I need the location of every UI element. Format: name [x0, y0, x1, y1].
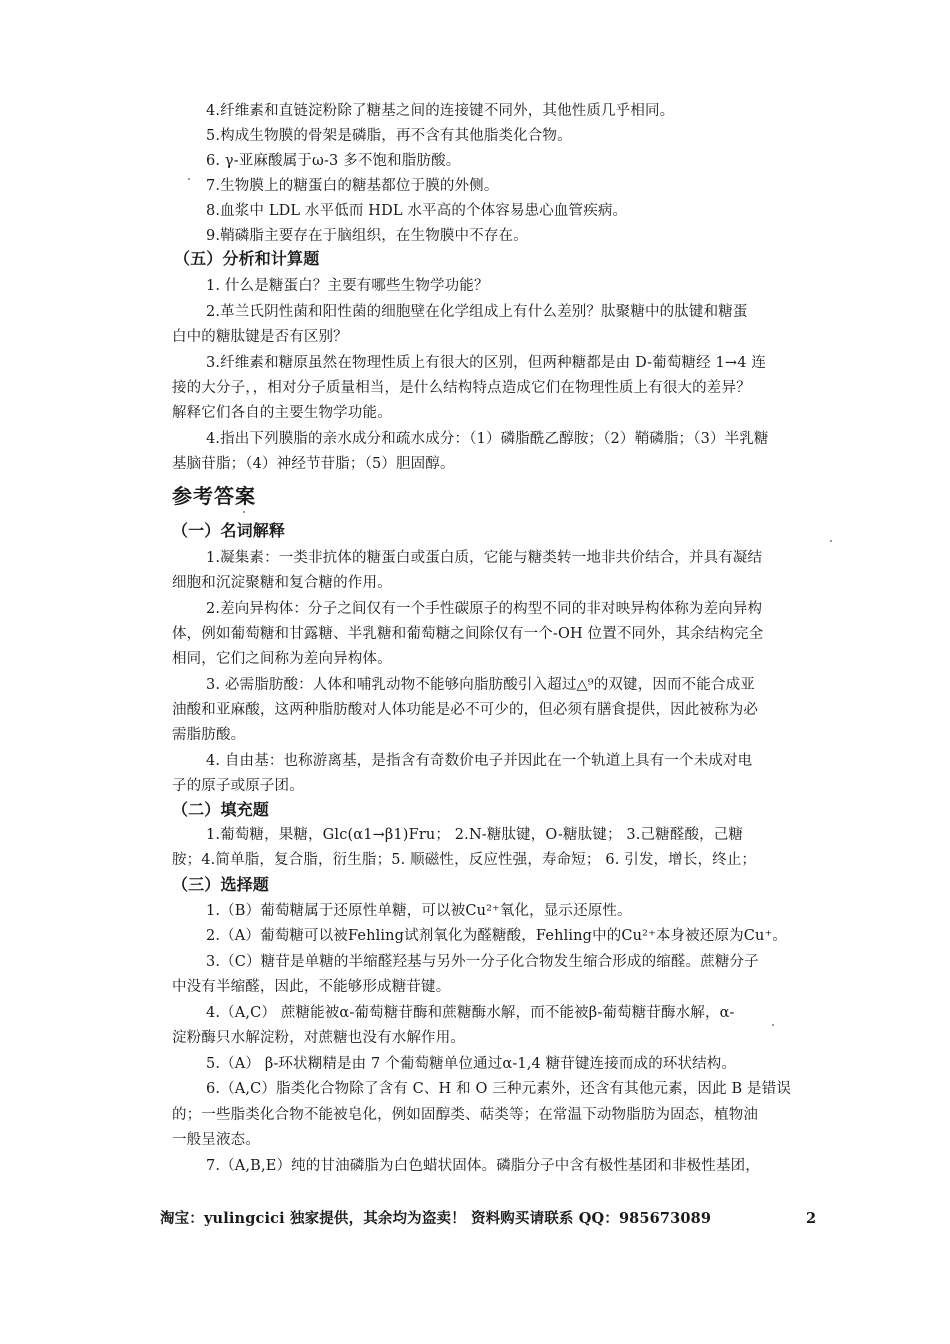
section1-line: 细胞和沉淀聚糖和复合糖的作用。 — [172, 575, 392, 591]
section3-line: 的；一些脂类化合物不能被皂化，例如固醇类、萜类等；在常温下动物脂肪为固态，植物油 — [172, 1107, 758, 1123]
judgment-item-8: 8.血浆中 LDL 水平低而 HDL 水平高的个体容易患心血管疾病。 — [206, 203, 628, 219]
scan-speck — [830, 540, 832, 542]
section3-line: 2.（A）葡萄糖可以被Fehling试剂氧化为醛糖酸，Fehling中的Cu²⁺本身被还原为Cu⁺。 — [206, 928, 787, 944]
section-title-fill: （二）填充题 — [172, 800, 269, 819]
section3-line: 7.（A,B,E）纯的甘油磷脂为白色蜡状固体。磷脂分子中含有极性基团和非极性基团， — [206, 1158, 760, 1174]
section-title-analysis: （五）分析和计算题 — [174, 249, 320, 268]
section5-line: 1. 什么是糖蛋白？主要有哪些生物学功能？ — [206, 278, 489, 294]
judgment-item-9: 9.鞘磷脂主要存在于脑组织，在生物膜中不存在。 — [206, 228, 528, 244]
section5-line: 4.指出下列膜脂的亲水成分和疏水成分：（1）磷脂酰乙醇胺；（2）鞘磷脂；（3）半乳糖 — [206, 431, 769, 447]
section2-line: 1.葡萄糖，果糖，Glc(α1→β1)Fru； 2.N-糖肽键，O-糖肽键； 3.己糖醛酸，己糖 — [206, 827, 744, 843]
judgment-item-6: 6. γ-亚麻酸属于ω-3 多不饱和脂肪酸。 — [206, 153, 461, 169]
judgment-item-7: 7.生物膜上的糖蛋白的糖基都位于膜的外侧。 — [206, 178, 499, 194]
section1-line: 体，例如葡萄糖和甘露糖、半乳糖和葡萄糖之间除仅有一个-OH 位置不同外，其余结构完全 — [172, 626, 764, 642]
section-title-terms: （一）名词解释 — [172, 521, 286, 540]
section5-line: 2.革兰氏阴性菌和阳性菌的细胞壁在化学组成上有什么差别？肽聚糖中的肽键和糖蛋 — [206, 304, 748, 320]
judgment-item-4: 4.纤维素和直链淀粉除了糖基之间的连接键不同外，其他性质几乎相同。 — [206, 103, 675, 119]
section-title-choice: （三）选择题 — [172, 875, 269, 894]
section3-line: 一般呈液态。 — [172, 1132, 260, 1148]
section5-line: 接的大分子，，相对分子质量相当，是什么结构特点造成它们在物理性质上有很大的差异？ — [172, 380, 751, 396]
section5-line: 3.纤维素和糖原虽然在物理性质上有很大的区别，但两种糖都是由 D-葡萄糖经 1→4 连 — [206, 355, 767, 371]
section1-line: 需脂肪酸。 — [172, 727, 246, 743]
section1-line: 油酸和亚麻酸，这两种脂肪酸对人体功能是必不可少的，但必须有膳食提供，因此被称为必 — [172, 702, 758, 718]
section1-line: 4. 自由基：也称游离基，是指含有奇数价电子并因此在一个轨道上具有一个未成对电 — [206, 753, 753, 769]
scan-speck — [243, 511, 245, 513]
section5-line: 基脑苷脂；（4）神经节苷脂；（5）胆固醇。 — [172, 456, 455, 472]
section3-line: 中没有半缩醛，因此，不能够形成糖苷键。 — [172, 979, 451, 995]
section1-line: 子的原子或原子团。 — [172, 778, 304, 794]
answers-title: 参考答案 — [172, 484, 256, 508]
section1-line: 3. 必需脂肪酸：人体和哺乳动物不能够向脂肪酸引入超过△⁹的双键，因而不能合成亚 — [206, 677, 755, 693]
section3-line: 4.（A,C） 蔗糖能被α-葡萄糖苷酶和蔗糖酶水解，而不能被β-葡萄糖苷酶水解，α- — [206, 1005, 735, 1021]
section1-line: 相同，它们之间称为差向异构体。 — [172, 651, 392, 667]
judgment-item-5: 5.构成生物膜的骨架是磷脂，再不含有其他脂类化合物。 — [206, 128, 572, 144]
section3-line: 3.（C）糖苷是单糖的半缩醛羟基与另外一分子化合物发生缩合形成的缩醛。蔗糖分子 — [206, 954, 759, 970]
section3-line: 5.（A） β-环状糊精是由 7 个葡萄糖单位通过α-1,4 糖苷键连接而成的环状结构。 — [206, 1056, 737, 1072]
scan-speck — [772, 1024, 774, 1026]
section3-line: 6.（A,C）脂类化合物除了含有 C、H 和 O 三种元素外，还含有其他元素，因此 B 是错误 — [206, 1081, 791, 1097]
section3-line: 淀粉酶只水解淀粉，对蔗糖也没有水解作用。 — [172, 1030, 465, 1046]
scan-speck — [188, 178, 190, 180]
section3-line: 1.（B）葡萄糖属于还原性单糖，可以被Cu²⁺氧化，显示还原性。 — [206, 903, 632, 919]
section2-line: 胺；4.简单脂，复合脂，衍生脂；5. 顺磁性，反应性强，寿命短； 6. 引发，增长，终止； — [172, 852, 757, 868]
page-number: 2 — [806, 1210, 817, 1227]
section5-line: 白中的糖肽键是否有区别？ — [172, 329, 348, 345]
section5-line: 解释它们各自的主要生物学功能。 — [172, 405, 392, 421]
section1-line: 2.差向异构体：分子之间仅有一个手性碳原子的构型不同的非对映异构体称为差向异构 — [206, 601, 763, 617]
section1-line: 1.凝集素：一类非抗体的糖蛋白或蛋白质，它能与糖类转一地非共价结合，并具有凝结 — [206, 550, 763, 566]
footer-note: 淘宝：yulingcici 独家提供，其余均为盗卖！ 资料购买请联系 QQ：985673089 — [160, 1210, 712, 1227]
